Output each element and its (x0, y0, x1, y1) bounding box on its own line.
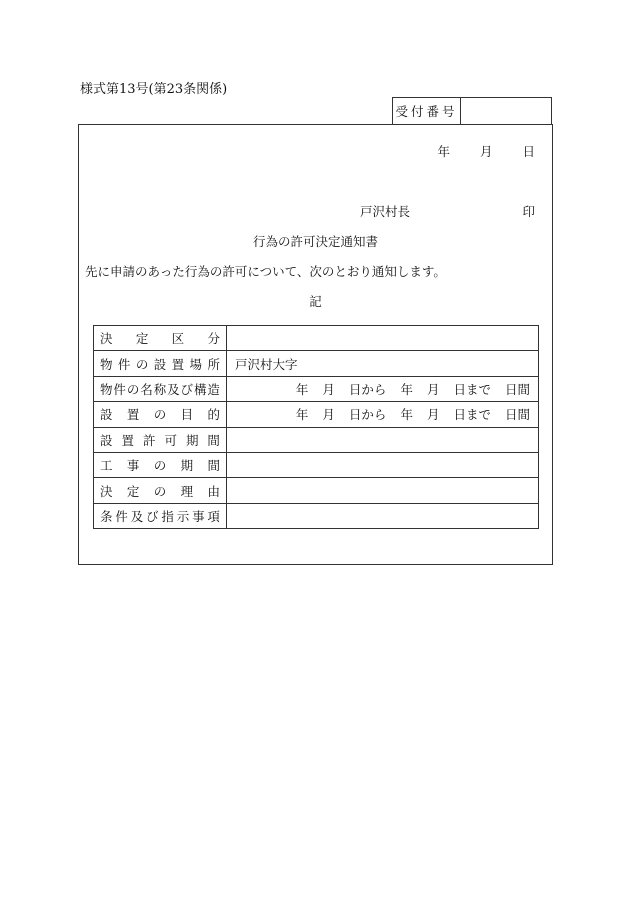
row-label-text (100, 405, 220, 423)
label-char: 置 (126, 407, 140, 423)
date-month: 月 (479, 144, 493, 159)
period-part: 日から (348, 407, 387, 423)
row-label-text (100, 507, 220, 525)
period-part: 年 (295, 407, 309, 423)
period-part: 月 (322, 381, 335, 397)
label-char: 件 (113, 381, 126, 397)
notice-body: 先に申請のあった行為の許可について、次のとおり通知します。 (85, 264, 446, 279)
period-part: 日間 (504, 381, 530, 397)
row-label-text (100, 380, 220, 398)
label-char: 設 (100, 407, 113, 423)
row-label-text (100, 355, 220, 373)
label-char: 理 (180, 483, 194, 499)
row-label (94, 427, 227, 452)
receipt-number-label: 受付番号 (393, 98, 461, 124)
row-value[interactable] (227, 402, 539, 427)
row-label (94, 351, 227, 376)
period-part: 日間 (504, 407, 530, 423)
label-char: 項 (207, 508, 220, 524)
date-line (437, 142, 535, 160)
period-part: 日から (348, 381, 387, 397)
label-char: 件 (117, 356, 131, 372)
label-char: 件 (115, 508, 128, 524)
form-number: 様式第13号(第23条関係) (80, 82, 228, 97)
row-value[interactable] (227, 376, 539, 401)
table-row (94, 326, 539, 351)
label-char: 由 (207, 483, 220, 499)
label-char: 工 (100, 458, 113, 474)
label-char: の (153, 458, 167, 474)
label-char: 示 (176, 508, 190, 524)
table-row (94, 478, 539, 503)
period-part: 年 (400, 381, 413, 397)
row-label (94, 376, 227, 401)
row-label (94, 402, 227, 427)
ki-heading: 記 (309, 294, 322, 309)
label-char: 事 (192, 508, 205, 524)
label-char: 定 (126, 483, 140, 499)
label-char: 分 (207, 331, 220, 347)
label-char: 定 (135, 331, 149, 347)
table-row (94, 503, 539, 528)
label-char: 決 (100, 483, 113, 499)
period-part: 日まで (453, 381, 491, 397)
date-day: 日 (522, 144, 535, 159)
period-part: 月 (322, 407, 335, 423)
label-char: 区 (171, 331, 185, 347)
label-char: 事 (126, 458, 140, 474)
label-char: 設 (100, 432, 113, 448)
row-label (94, 326, 227, 351)
label-char: 決 (100, 331, 113, 347)
row-value[interactable]: 戸沢村大字 (227, 351, 539, 376)
label-char: 目 (180, 407, 194, 423)
label-char: 構 (193, 381, 207, 397)
row-value[interactable] (227, 478, 539, 503)
details-table (93, 325, 539, 529)
label-char: 間 (207, 432, 220, 448)
period-part: 日まで (453, 407, 491, 423)
label-char: 置 (121, 432, 134, 448)
label-char: 所 (207, 356, 220, 372)
table-row (94, 452, 539, 477)
row-label-text (100, 482, 220, 500)
label-char: 名 (140, 381, 153, 397)
row-label (94, 478, 227, 503)
label-char: 称 (153, 381, 167, 397)
row-label (94, 452, 227, 477)
receipt-number-field[interactable] (461, 98, 551, 124)
label-char: 可 (164, 432, 177, 448)
label-char: 指 (161, 508, 174, 524)
label-char: 物 (100, 381, 113, 397)
row-value[interactable] (227, 427, 539, 452)
label-char: 置 (171, 356, 185, 372)
row-label-text (100, 329, 220, 347)
label-char: の (135, 356, 149, 372)
table-row (94, 402, 539, 427)
row-label-text (100, 431, 220, 449)
row-value[interactable] (227, 452, 539, 477)
period-part: 月 (426, 381, 440, 397)
label-char: 場 (189, 356, 203, 372)
date-year: 年 (437, 144, 450, 159)
row-value[interactable] (227, 503, 539, 528)
period-part: 月 (426, 407, 440, 423)
table-row (94, 376, 539, 401)
label-char: 期 (185, 432, 199, 448)
label-char: 許 (142, 432, 156, 448)
label-char: 間 (207, 458, 220, 474)
period-text (235, 405, 530, 423)
label-char: 物 (100, 356, 113, 372)
issuer-name: 戸沢村長 (360, 204, 411, 219)
table-row (94, 351, 539, 376)
label-char: び (180, 381, 194, 397)
table-row (94, 427, 539, 452)
row-value[interactable] (227, 326, 539, 351)
label-char: 期 (180, 458, 194, 474)
seal-mark: 印 (522, 204, 535, 219)
label-char: び (146, 508, 159, 524)
label-char: 設 (153, 356, 167, 372)
period-text (235, 380, 530, 398)
label-char: 的 (207, 407, 220, 423)
receipt-number-box (392, 97, 552, 124)
label-char: 条 (100, 508, 113, 524)
label-char: の (153, 483, 167, 499)
label-char: 及 (167, 381, 180, 397)
document-frame (78, 124, 553, 565)
label-char: の (153, 407, 167, 423)
period-part: 年 (400, 407, 413, 423)
document-title: 行為の許可決定通知書 (252, 234, 378, 249)
label-char: 及 (130, 508, 144, 524)
row-label (94, 503, 227, 528)
label-char: の (126, 381, 140, 397)
row-label-text (100, 456, 220, 474)
period-part: 年 (295, 381, 309, 397)
label-char: 造 (207, 381, 220, 397)
